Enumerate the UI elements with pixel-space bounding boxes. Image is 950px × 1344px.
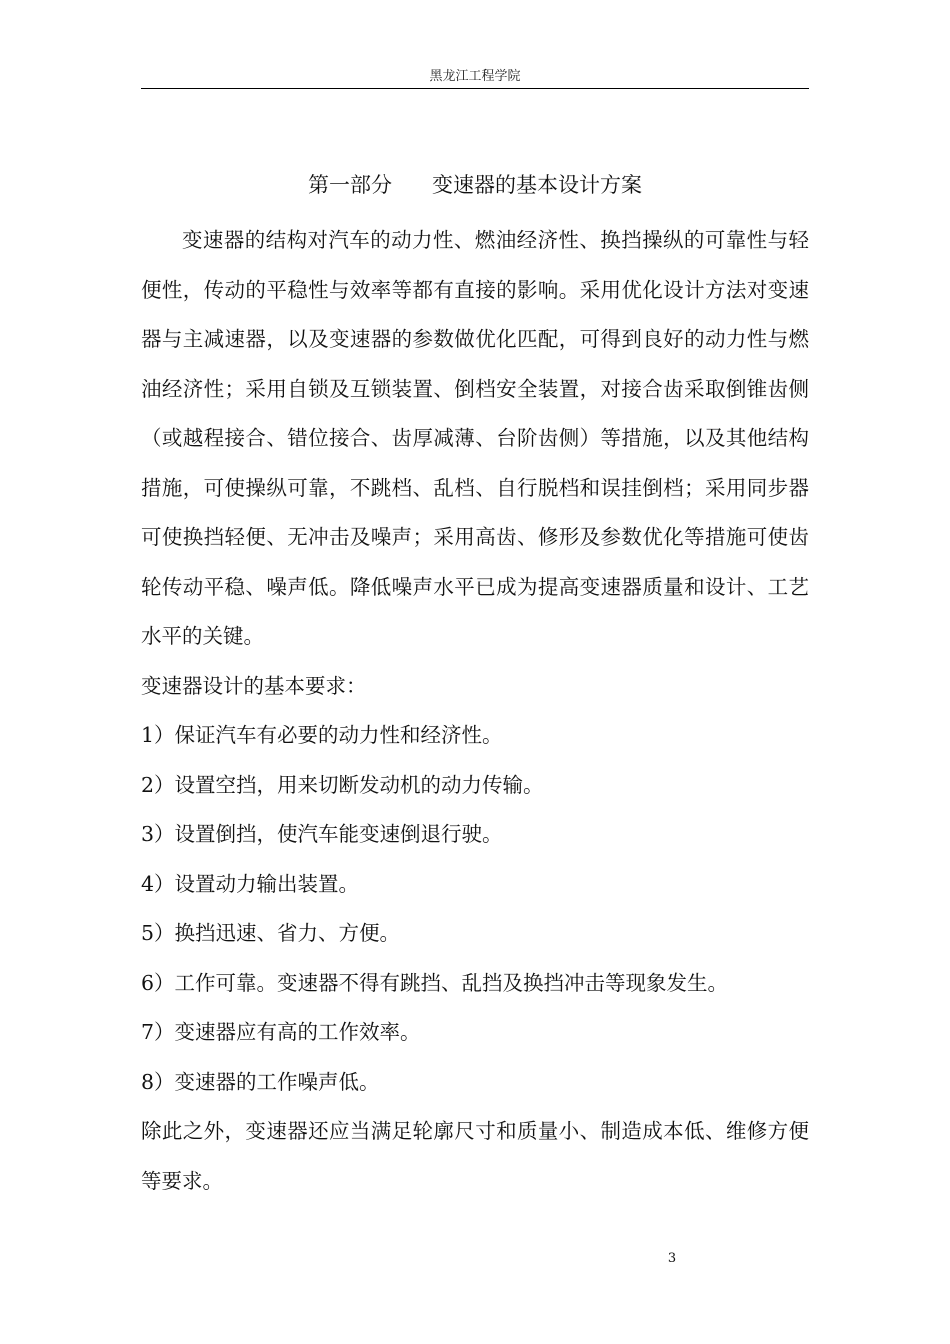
requirement-item: 6）工作可靠。变速器不得有跳挡、乱挡及换挡冲击等现象发生。 [141, 970, 729, 995]
document-body [141, 216, 809, 1206]
requirement-item: 8）变速器的工作噪声低。 [141, 1069, 380, 1094]
closing-paragraph: 除此之外，变速器还应当满足轮廓尺寸和质量小、制造成本低、维修方便等要求。 [141, 1119, 809, 1193]
page-header: 黑龙江工程学院 [429, 69, 521, 84]
page-number: 3 [667, 1251, 677, 1266]
requirement-item: 7）变速器应有高的工作效率。 [141, 1020, 421, 1044]
requirement-item: 1）保证汽车有必要的动力性和经济性。 [141, 723, 503, 747]
requirement-item: 5）换挡迅速、省力、方便。 [141, 921, 401, 945]
section-title: 第一部分 变速器的基本设计方案 [307, 173, 643, 197]
requirement-item: 4）设置动力输出装置。 [141, 871, 360, 896]
requirements-heading: 变速器设计的基本要求： [141, 673, 367, 698]
requirement-item: 2）设置空挡，用来切断发动机的动力传输。 [141, 772, 544, 797]
header-rule [141, 88, 809, 89]
intro-paragraph: 变速器的结构对汽车的动力性、燃油经济性、换挡操纵的可靠性与轻便性，传动的平稳性与效率等都有直接的影响。采用优化设计方法对变速器与主减速器，以及变速器的参数做优化匹配，可得到良好的动力性与燃油经济性；采用自锁及互锁装置、倒档安全装置，对接合齿采取倒锥齿侧（或越程接合、错位接合、齿厚减薄、台阶齿侧）等措施，以及其他结构措施，可使操纵可靠，不跳档、乱档、自行脱档和误挂倒档；采用同步器可使换挡轻便、无冲击及噪声；采用高齿、修形及参数优化等措施可使齿轮传动平稳、噪声低。降低噪声水平已成为提高变速器质量和设计、工艺水平的关键。 [141, 228, 809, 648]
requirement-item: 3）设置倒挡，使汽车能变速倒退行驶。 [141, 822, 503, 846]
